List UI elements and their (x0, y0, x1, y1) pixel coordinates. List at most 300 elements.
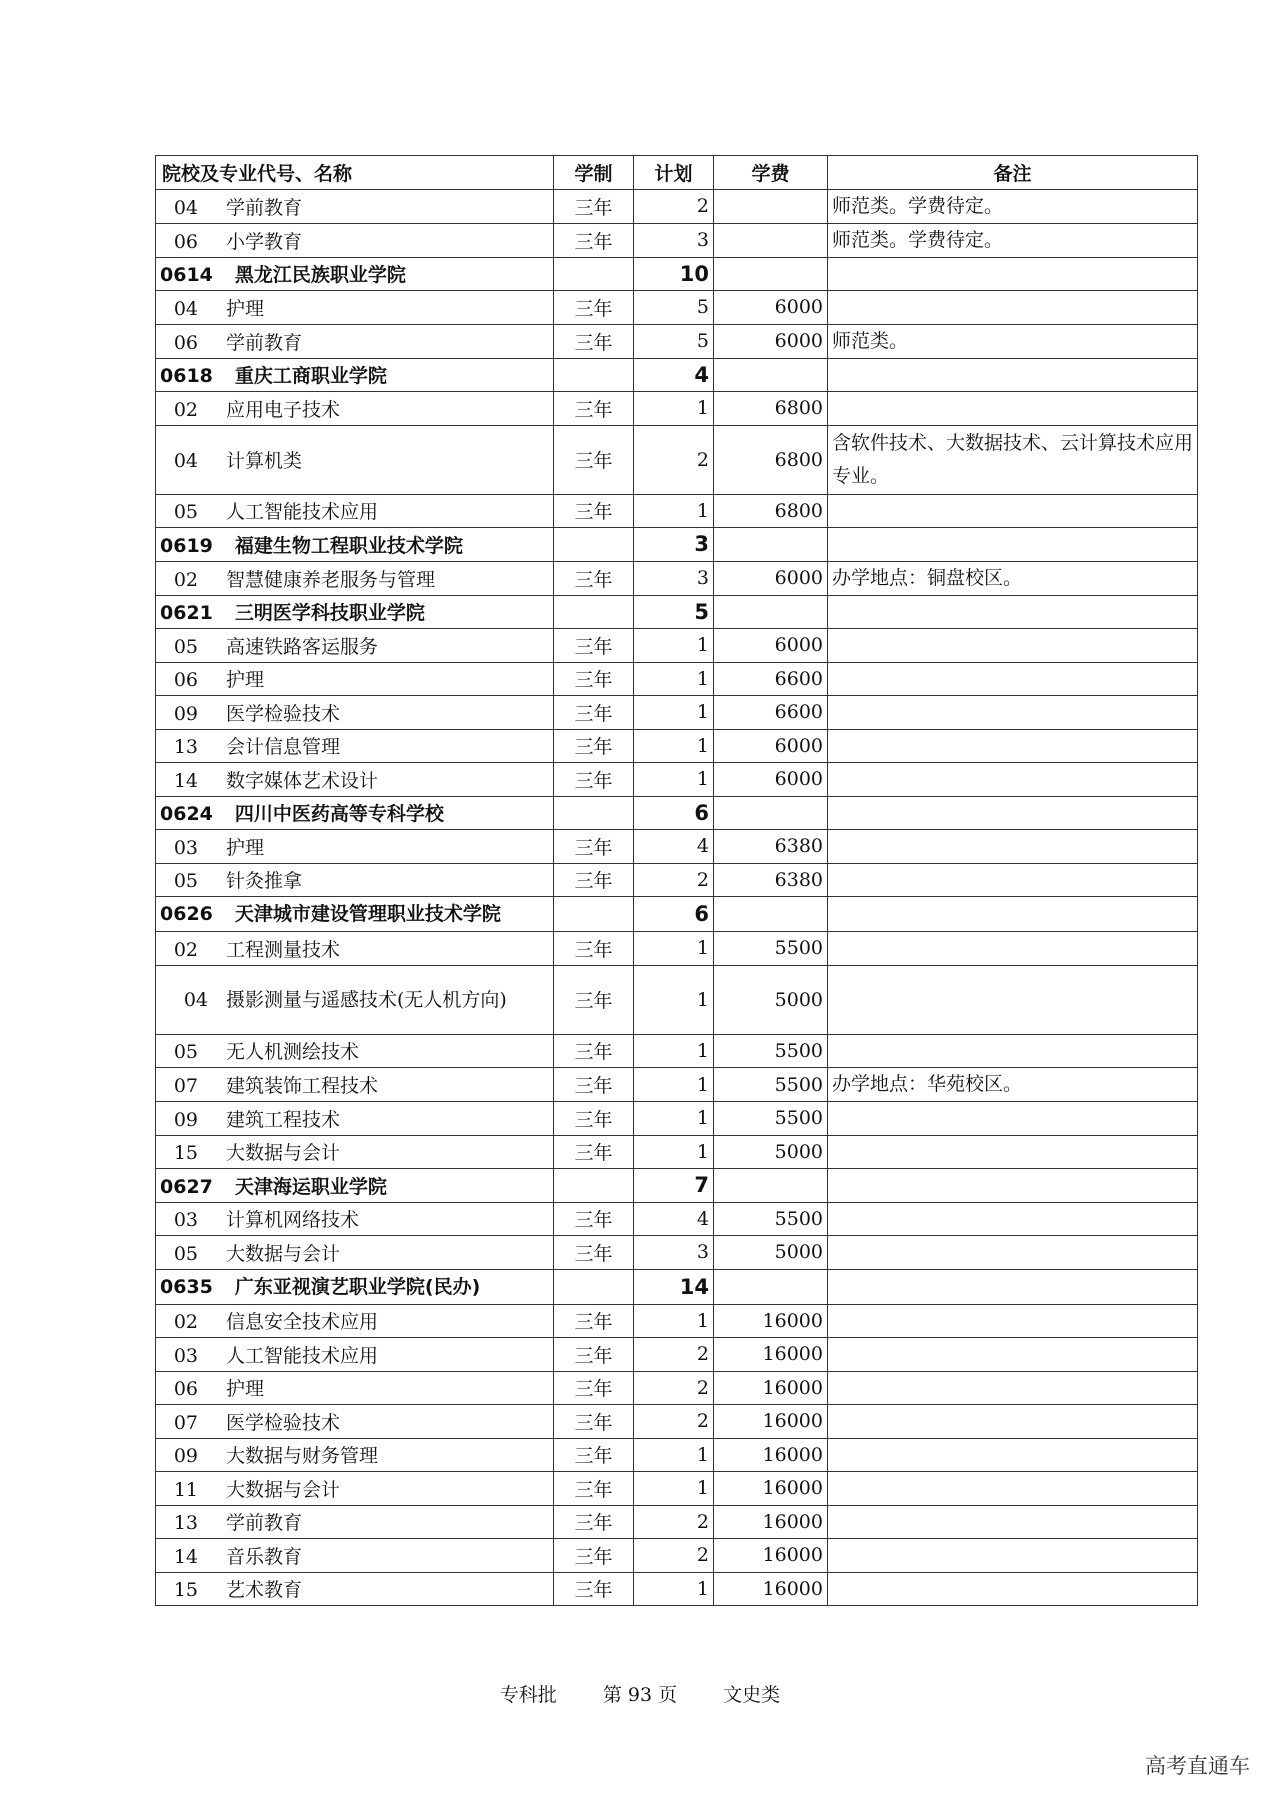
watermark-text: 高考直通车 (1145, 1754, 1250, 1778)
major-row (156, 1202, 1198, 1236)
cell-note (828, 1438, 1198, 1472)
major-row (156, 392, 1198, 426)
cell-fee: 6380 (714, 830, 828, 864)
cell-fee: 6600 (714, 696, 828, 730)
cell-fee: 5000 (714, 965, 828, 1034)
cell-note: 办学地点：华苑校区。 (828, 1068, 1198, 1102)
cell-duration: 三年 (554, 1572, 634, 1606)
cell-plan: 1 (634, 1068, 714, 1102)
cell-plan: 1 (634, 696, 714, 730)
row-code: 02 (173, 1311, 198, 1334)
cell-plan: 1 (634, 662, 714, 696)
row-code: 11 (173, 1478, 198, 1501)
row-name: 医学检验技术 (226, 1411, 341, 1434)
major-row (156, 1539, 1198, 1573)
major-row (156, 425, 1198, 494)
cell-fee: 5500 (714, 1068, 828, 1102)
row-name: 建筑工程技术 (226, 1108, 341, 1131)
major-row (156, 965, 1198, 1034)
cell-fee: 16000 (714, 1338, 828, 1372)
row-name: 医学检验技术 (226, 702, 341, 725)
row-name: 小学教育 (226, 230, 303, 253)
row-code: 13 (173, 1512, 198, 1535)
cell-plan: 3 (634, 561, 714, 595)
cell-duration: 三年 (554, 494, 634, 528)
cell-duration: 三年 (554, 561, 634, 595)
cell-note (828, 1472, 1198, 1506)
school-row (156, 796, 1198, 830)
major-row (156, 1135, 1198, 1169)
row-code: 15 (173, 1579, 198, 1602)
cell-fee: 16000 (714, 1539, 828, 1573)
major-row (156, 1338, 1198, 1372)
row-name: 黑龙江民族职业学院 (234, 264, 406, 287)
cell-note (828, 1572, 1198, 1606)
row-code: 04 (183, 988, 208, 1011)
major-row (156, 1572, 1198, 1606)
cell-duration: 三年 (554, 324, 634, 358)
row-name: 针灸推拿 (226, 870, 303, 893)
cell-note (828, 257, 1198, 291)
cell-note (828, 796, 1198, 830)
row-code: 09 (173, 1108, 198, 1131)
cell-plan: 3 (634, 223, 714, 257)
cell-name (156, 257, 554, 291)
cell-duration (554, 595, 634, 629)
row-code: 05 (173, 635, 198, 658)
cell-note (828, 1236, 1198, 1270)
cell-note (828, 494, 1198, 528)
cell-plan: 2 (634, 1371, 714, 1405)
row-name: 建筑装饰工程技术 (226, 1075, 379, 1097)
cell-fee (714, 796, 828, 830)
row-code: 14 (173, 769, 198, 792)
row-code: 14 (173, 1545, 198, 1568)
cell-duration: 三年 (554, 1505, 634, 1539)
row-code: 04 (173, 450, 198, 472)
cell-note (828, 358, 1198, 392)
school-row (156, 595, 1198, 629)
row-code: 05 (173, 1242, 198, 1265)
row-code: 05 (173, 501, 198, 524)
major-row (156, 932, 1198, 966)
cell-duration: 三年 (554, 965, 634, 1034)
cell-name (156, 595, 554, 629)
cell-note (828, 763, 1198, 797)
header-name: 院校及专业代号、名称 (156, 156, 554, 190)
header-plan: 计划 (634, 156, 714, 190)
cell-fee: 6600 (714, 662, 828, 696)
row-code: 03 (173, 1209, 198, 1232)
cell-note (828, 1102, 1198, 1136)
major-row (156, 863, 1198, 897)
cell-name (156, 897, 554, 932)
cell-note (828, 1269, 1198, 1304)
cell-plan: 5 (634, 291, 714, 325)
cell-plan: 5 (634, 324, 714, 358)
row-name: 学前教育 (226, 1512, 303, 1535)
cell-name (156, 358, 554, 392)
school-row (156, 1269, 1198, 1304)
row-code: 02 (173, 568, 198, 591)
row-name: 应用电子技术 (226, 398, 341, 421)
cell-fee: 6000 (714, 729, 828, 763)
cell-fee: 6800 (714, 425, 828, 494)
major-row (156, 696, 1198, 730)
row-name: 学前教育 (226, 331, 303, 354)
cell-note: 师范类。 (828, 324, 1198, 358)
cell-duration: 三年 (554, 1135, 634, 1169)
cell-fee: 6000 (714, 324, 828, 358)
cell-duration: 三年 (554, 1405, 634, 1439)
cell-plan: 4 (634, 830, 714, 864)
major-row (156, 1236, 1198, 1270)
cell-note (828, 629, 1198, 663)
footer-category: 文史类 (723, 1684, 781, 1706)
cell-plan: 1 (634, 763, 714, 797)
cell-plan: 1 (634, 1102, 714, 1136)
cell-name (156, 662, 554, 696)
cell-fee (714, 223, 828, 257)
row-code: 03 (173, 836, 198, 859)
row-name: 大数据与会计 (226, 1142, 341, 1165)
cell-name (156, 494, 554, 528)
row-code: 0618 (160, 365, 213, 388)
major-row (156, 629, 1198, 663)
cell-plan: 1 (634, 1572, 714, 1606)
cell-fee: 5000 (714, 1135, 828, 1169)
cell-fee (714, 897, 828, 932)
cell-name (156, 763, 554, 797)
cell-plan: 1 (634, 494, 714, 528)
row-code: 0614 (160, 264, 213, 287)
cell-duration: 三年 (554, 1472, 634, 1506)
cell-plan: 1 (634, 1304, 714, 1338)
row-code: 02 (173, 938, 198, 961)
major-row (156, 1438, 1198, 1472)
cell-duration: 三年 (554, 1034, 634, 1068)
row-name: 计算机类 (226, 450, 303, 472)
school-row (156, 257, 1198, 291)
cell-name (156, 830, 554, 864)
row-code: 04 (173, 196, 198, 219)
cell-name (156, 729, 554, 763)
cell-name (156, 528, 554, 562)
cell-note (828, 863, 1198, 897)
row-name: 智慧健康养老服务与管理 (226, 568, 436, 591)
cell-duration: 三年 (554, 291, 634, 325)
row-name: 高速铁路客运服务 (226, 635, 379, 658)
cell-duration: 三年 (554, 1304, 634, 1338)
row-name: 福建生物工程职业技术学院 (234, 534, 463, 557)
row-name: 摄影测量与遥感技术(无人机方向) (226, 988, 507, 1011)
page-footer (0, 1680, 1280, 1707)
major-row (156, 1304, 1198, 1338)
cell-plan: 4 (634, 1202, 714, 1236)
row-name: 广东亚视演艺职业学院(民办) (234, 1275, 481, 1298)
cell-duration: 三年 (554, 696, 634, 730)
cell-fee (714, 595, 828, 629)
row-name: 三明医学科技职业学院 (234, 602, 425, 625)
row-code: 09 (173, 702, 198, 725)
cell-plan: 3 (634, 1236, 714, 1270)
cell-name (156, 189, 554, 223)
cell-note: 师范类。学费待定。 (828, 223, 1198, 257)
cell-note (828, 595, 1198, 629)
cell-note (828, 696, 1198, 730)
row-name: 无人机测绘技术 (226, 1041, 360, 1064)
school-row (156, 897, 1198, 932)
cell-name (156, 1505, 554, 1539)
major-row (156, 1068, 1198, 1102)
row-name: 天津城市建设管理职业技术学院 (234, 903, 501, 925)
school-row (156, 528, 1198, 562)
row-name: 护理 (226, 1378, 265, 1401)
cell-name (156, 863, 554, 897)
row-name: 护理 (226, 297, 265, 320)
row-name: 天津海运职业学院 (234, 1175, 387, 1198)
cell-plan: 2 (634, 863, 714, 897)
cell-fee: 6800 (714, 494, 828, 528)
cell-duration: 三年 (554, 629, 634, 663)
cell-plan: 1 (634, 729, 714, 763)
row-name: 会计信息管理 (226, 736, 341, 759)
cell-note (828, 291, 1198, 325)
cell-plan: 1 (634, 965, 714, 1034)
cell-fee (714, 358, 828, 392)
row-code: 02 (173, 398, 198, 421)
major-row (156, 1505, 1198, 1539)
cell-name (156, 1269, 554, 1304)
row-code: 07 (173, 1411, 198, 1434)
major-row (156, 223, 1198, 257)
row-name: 音乐教育 (226, 1545, 303, 1568)
cell-fee: 5000 (714, 1236, 828, 1270)
cell-fee: 16000 (714, 1572, 828, 1606)
cell-note (828, 1539, 1198, 1573)
cell-note (828, 1202, 1198, 1236)
row-name: 人工智能技术应用 (226, 1344, 379, 1367)
major-row (156, 1371, 1198, 1405)
cell-note (828, 897, 1198, 932)
footer-page-number: 第 93 页 (602, 1684, 678, 1706)
cell-plan: 2 (634, 1338, 714, 1372)
row-name: 四川中医药高等专科学校 (234, 803, 444, 826)
cell-note (828, 1169, 1198, 1203)
cell-name (156, 1572, 554, 1606)
cell-plan: 7 (634, 1169, 714, 1203)
cell-plan: 2 (634, 1505, 714, 1539)
cell-name (156, 1371, 554, 1405)
major-row (156, 189, 1198, 223)
cell-name (156, 1338, 554, 1372)
row-name: 数字媒体艺术设计 (226, 769, 379, 792)
cell-duration: 三年 (554, 223, 634, 257)
cell-name (156, 1068, 554, 1102)
cell-note (828, 965, 1198, 1034)
major-row (156, 662, 1198, 696)
row-name: 护理 (226, 669, 265, 692)
row-name: 重庆工商职业学院 (234, 365, 387, 388)
school-row (156, 358, 1198, 392)
major-row (156, 1034, 1198, 1068)
cell-duration: 三年 (554, 729, 634, 763)
major-row (156, 1405, 1198, 1439)
cell-name (156, 291, 554, 325)
cell-name (156, 696, 554, 730)
row-code: 0619 (160, 534, 213, 557)
cell-fee (714, 257, 828, 291)
cell-plan: 1 (634, 1438, 714, 1472)
cell-name (156, 1438, 554, 1472)
table-header-row (156, 156, 1198, 190)
row-code: 15 (173, 1142, 198, 1165)
cell-fee: 16000 (714, 1505, 828, 1539)
row-name: 艺术教育 (226, 1579, 303, 1602)
cell-duration: 三年 (554, 1202, 634, 1236)
cell-note (828, 662, 1198, 696)
cell-duration (554, 1169, 634, 1203)
cell-name (156, 1034, 554, 1068)
cell-name (156, 1405, 554, 1439)
row-code: 0635 (160, 1275, 213, 1298)
cell-note (828, 1371, 1198, 1405)
cell-plan: 10 (634, 257, 714, 291)
cell-note (828, 392, 1198, 426)
cell-duration: 三年 (554, 1068, 634, 1102)
major-row (156, 561, 1198, 595)
row-code: 07 (173, 1075, 198, 1097)
row-name: 工程测量技术 (226, 938, 341, 961)
cell-duration: 三年 (554, 763, 634, 797)
cell-name (156, 561, 554, 595)
cell-duration: 三年 (554, 662, 634, 696)
school-row (156, 1169, 1198, 1203)
cell-plan: 4 (634, 358, 714, 392)
cell-duration: 三年 (554, 1539, 634, 1573)
footer-batch: 专科批 (499, 1684, 557, 1706)
cell-plan: 6 (634, 796, 714, 830)
cell-duration (554, 897, 634, 932)
row-code: 04 (173, 297, 198, 320)
cell-duration: 三年 (554, 830, 634, 864)
cell-plan: 3 (634, 528, 714, 562)
cell-duration: 三年 (554, 1438, 634, 1472)
row-name: 大数据与财务管理 (226, 1445, 379, 1468)
cell-plan: 1 (634, 392, 714, 426)
cell-fee: 16000 (714, 1304, 828, 1338)
cell-duration: 三年 (554, 425, 634, 494)
row-name: 人工智能技术应用 (226, 501, 379, 524)
row-code: 0621 (160, 602, 213, 625)
cell-duration: 三年 (554, 1338, 634, 1372)
cell-note: 办学地点：铜盘校区。 (828, 561, 1198, 595)
row-code: 05 (173, 1041, 198, 1064)
cell-fee: 5500 (714, 1102, 828, 1136)
cell-plan: 1 (634, 1034, 714, 1068)
row-code: 06 (173, 230, 198, 253)
cell-name (156, 1169, 554, 1203)
cell-name (156, 796, 554, 830)
row-code: 06 (173, 331, 198, 354)
cell-duration (554, 257, 634, 291)
cell-duration (554, 1269, 634, 1304)
cell-name (156, 1539, 554, 1573)
cell-note (828, 729, 1198, 763)
cell-fee: 6000 (714, 629, 828, 663)
enrollment-table-wrapper (155, 155, 1197, 1606)
row-name: 计算机网络技术 (226, 1209, 360, 1232)
cell-fee: 5500 (714, 1034, 828, 1068)
cell-fee: 6800 (714, 392, 828, 426)
cell-fee: 16000 (714, 1472, 828, 1506)
cell-duration: 三年 (554, 863, 634, 897)
cell-plan: 2 (634, 425, 714, 494)
cell-note: 含软件技术、大数据技术、云计算技术应用专业。 (828, 425, 1198, 494)
cell-name (156, 1236, 554, 1270)
row-name: 大数据与会计 (226, 1478, 341, 1501)
cell-fee: 16000 (714, 1438, 828, 1472)
row-name: 学前教育 (226, 196, 303, 219)
cell-duration (554, 358, 634, 392)
cell-note (828, 528, 1198, 562)
cell-name (156, 629, 554, 663)
cell-fee (714, 189, 828, 223)
cell-plan: 2 (634, 1539, 714, 1573)
cell-fee: 6000 (714, 561, 828, 595)
row-code: 03 (173, 1344, 198, 1367)
cell-name (156, 1472, 554, 1506)
cell-fee (714, 1169, 828, 1203)
row-name: 信息安全技术应用 (226, 1311, 379, 1334)
cell-fee: 16000 (714, 1371, 828, 1405)
cell-plan: 14 (634, 1269, 714, 1304)
row-name: 大数据与会计 (226, 1242, 341, 1265)
row-name: 护理 (226, 836, 265, 859)
cell-plan: 2 (634, 1405, 714, 1439)
cell-duration: 三年 (554, 189, 634, 223)
cell-fee (714, 1269, 828, 1304)
cell-note (828, 830, 1198, 864)
cell-fee (714, 528, 828, 562)
major-row (156, 729, 1198, 763)
header-duration: 学制 (554, 156, 634, 190)
cell-name (156, 1102, 554, 1136)
cell-note (828, 1034, 1198, 1068)
cell-name (156, 392, 554, 426)
enrollment-table (155, 155, 1198, 1606)
cell-duration (554, 528, 634, 562)
row-code: 0624 (160, 803, 213, 826)
cell-name (156, 425, 554, 494)
row-code: 0626 (160, 903, 213, 925)
cell-plan: 2 (634, 189, 714, 223)
row-code: 0627 (160, 1175, 213, 1198)
cell-duration: 三年 (554, 392, 634, 426)
major-row (156, 324, 1198, 358)
cell-duration: 三年 (554, 1236, 634, 1270)
major-row (156, 494, 1198, 528)
cell-fee: 5500 (714, 1202, 828, 1236)
major-row (156, 1102, 1198, 1136)
major-row (156, 1472, 1198, 1506)
cell-name (156, 1202, 554, 1236)
row-code: 13 (173, 736, 198, 759)
row-code: 09 (173, 1445, 198, 1468)
cell-fee: 6380 (714, 863, 828, 897)
cell-fee: 6000 (714, 763, 828, 797)
cell-name (156, 1135, 554, 1169)
